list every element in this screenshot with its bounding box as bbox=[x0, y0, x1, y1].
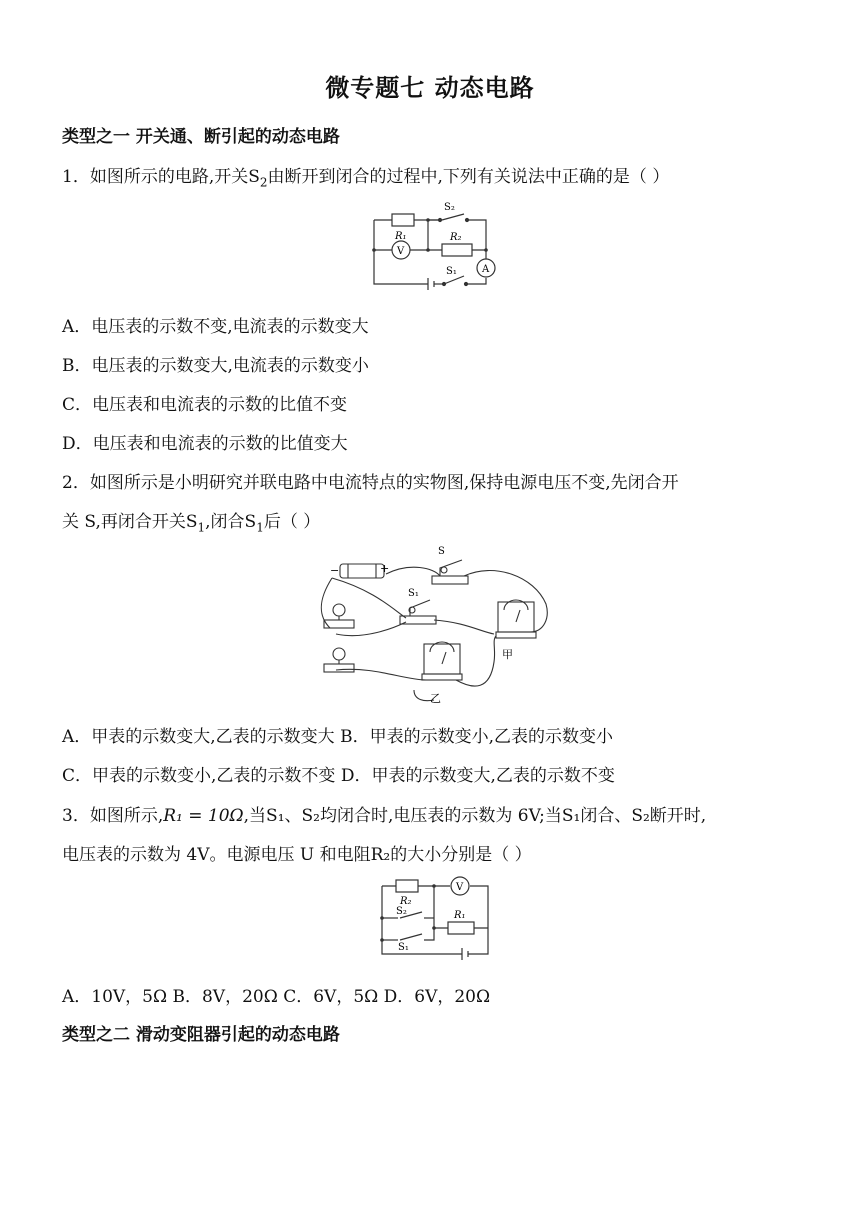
q3-label-r2: R₂ bbox=[400, 896, 412, 907]
q3-stem-line2: 电压表的示数为 4V。电源电压 U 和电阻R₂的大小分别是（ ） bbox=[62, 845, 532, 865]
q2-label-jia: 甲 bbox=[502, 648, 513, 661]
q1-label-s1: S₁ bbox=[446, 266, 457, 277]
q3-circuit-diagram bbox=[376, 874, 492, 962]
q3-options: A．10V，5Ω B．8V，20Ω C．6V，5Ω D．6V，20Ω bbox=[62, 987, 491, 1007]
q1-option-c: C．电压表和电流表的示数的比值不变 bbox=[62, 395, 348, 415]
q3-label-s1: S₁ bbox=[398, 942, 409, 953]
q1-option-a: A．电压表的示数不变,电流表的示数变大 bbox=[62, 317, 369, 337]
q1-label-r2: R₂ bbox=[450, 232, 462, 243]
section-heading-2: 类型之二 滑动变阻器引起的动态电路 bbox=[62, 1025, 340, 1045]
q2-battery-plus: + bbox=[380, 562, 390, 575]
q2-label-s: S bbox=[438, 546, 445, 557]
q2-stem-line2: 关 S,再闭合开关$S_1$,闭合$S_1$后（ ） bbox=[62, 512, 321, 535]
q1-stem: 1．如图所示的电路,开关$S_2$由断开到闭合的过程中,下列有关说法中正确的是（ ） bbox=[62, 167, 670, 190]
q2-label-s1: S₁ bbox=[408, 588, 419, 599]
q3-label-s2: S₂ bbox=[396, 906, 407, 917]
q1-voltmeter-label: V bbox=[397, 246, 405, 257]
q1-option-d: D．电压表和电流表的示数的比值变大 bbox=[62, 434, 348, 454]
q2-options-row2: C．甲表的示数变小,乙表的示数不变 D．甲表的示数变大,乙表的示数不变 bbox=[62, 766, 615, 786]
q3-label-r1: R₁ bbox=[454, 910, 466, 921]
q1-circuit-diagram bbox=[368, 198, 498, 294]
q2-options-row1: A．甲表的示数变大,乙表的示数变大 B．甲表的示数变小,乙表的示数变小 bbox=[62, 727, 613, 747]
q2-apparatus-diagram bbox=[314, 540, 558, 706]
page-title: 微专题七 动态电路 bbox=[325, 74, 535, 102]
q1-label-s2: S₂ bbox=[444, 202, 455, 213]
q3-voltmeter-label: V bbox=[456, 882, 464, 893]
q2-stem-line1: 2．如图所示是小明研究并联电路中电流特点的实物图,保持电源电压不变,先闭合开 bbox=[62, 473, 679, 493]
q1-option-b: B．电压表的示数变大,电流表的示数变小 bbox=[62, 356, 369, 376]
q1-label-r1: R₁ bbox=[395, 231, 407, 242]
q2-battery-minus: − bbox=[330, 564, 340, 577]
q1-ammeter-label: A bbox=[482, 264, 490, 275]
q3-stem-line1: 3．如图所示,R₁ = 10Ω,当S₁、S₂均闭合时,电压表的示数为 6V;当S₁闭合、S₂断开时, bbox=[62, 806, 707, 826]
q2-label-yi: 乙 bbox=[430, 692, 441, 705]
section-heading-1: 类型之一 开关通、断引起的动态电路 bbox=[62, 127, 340, 147]
